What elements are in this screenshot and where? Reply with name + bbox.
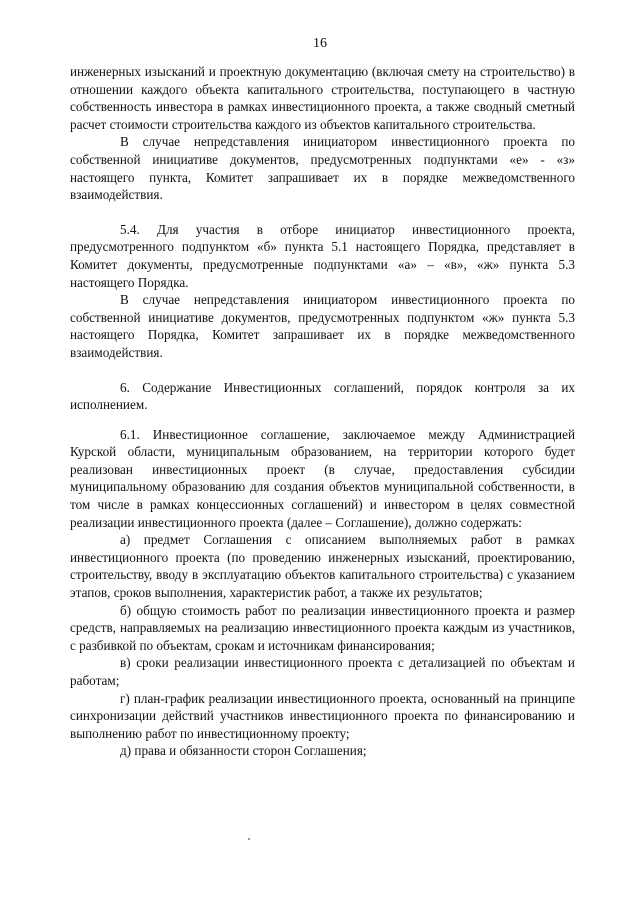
list-item-d: д) права и обязанности сторон Соглашения; bbox=[120, 743, 367, 759]
list-item-g: г) план-график реализации инвестиционного проекта, основанный на принципе синхронизации действий участников инвестиционного проекта по финансированию и выполнению работ по инвестиционному проекту; bbox=[70, 690, 575, 741]
list-item-v: в) сроки реализации инвестиционного проекта с детализацией по объектам и работам; bbox=[70, 655, 575, 688]
paragraph-clause-6-1: 6.1. Инвестиционное соглашение, заключаемое между Администрацией Курской области, муниципальным образованием, на территории которого будет реализован инвестиционных проект (в случае, предоставления субсидии муниципальному образованию для создания объектов муниципальной собственности, в том числе в рамках концессионных соглашений) и инвестором в целях совместной реализации инвестиционного проекта (далее – Соглашение), должно содержать: bbox=[70, 426, 575, 530]
paragraph-design-documentation: инженерных изысканий и проектную документацию (включая смету на строительство) в отношении каждого объекта капитального строительства, поступающего в частную собственность инвестора в рамках инвестиционного проекта, а также сводный сметный расчет стоимости строительства каждого из объектов капитального строительства. bbox=[70, 64, 575, 132]
list-item-b: б) общую стоимость работ по реализации инвестиционного проекта и размер средств, направляемых на реализацию инвестиционного проекта каждым из участников, с разбивкой по объектам, срокам и источникам финансирования; bbox=[70, 602, 575, 653]
document-body bbox=[70, 63, 575, 760]
paragraph-interdepartmental-request-2: В случае непредставления инициатором инвестиционного проекта по собственной инициативе документов, предусмотренных подпунктом «ж» пункта 5.3 настоящего Порядка, Комитет запрашивает их в порядке межведомственного взаимодействия. bbox=[70, 292, 575, 360]
page-number: 16 bbox=[313, 36, 327, 51]
section-heading-6: 6. Содержание Инвестиционных соглашений, порядок контроля за их исполнением. bbox=[70, 379, 575, 413]
paragraph-interdepartmental-request-1: В случае непредставления инициатором инвестиционного проекта по собственной инициативе документов, предусмотренных подпунктами «е» - «з» настоящего пункта, Комитет запрашивает их в порядке межведомственного взаимодействия. bbox=[70, 134, 575, 203]
list-item-a: а) предмет Соглашения с описанием выполняемых работ в рамках инвестиционного проекта (по проведению инженерных изысканий, проектированию, строительству, вводу в эксплуатацию объектов капитального строительства) с указанием этапов, сроков выполнения, характеристик работ, а также их результатов; bbox=[70, 532, 575, 601]
paragraph-clause-5-4: 5.4. Для участия в отборе инициатор инвестиционного проекта, предусмотренного подпунктом «б» пункта 5.1 настоящего Порядка, представляет в Комитет документы, предусмотренные подпунктами «а» – «в», «ж» пункта 5.3 настоящего Порядка. bbox=[70, 221, 575, 290]
scan-speck bbox=[248, 838, 250, 840]
